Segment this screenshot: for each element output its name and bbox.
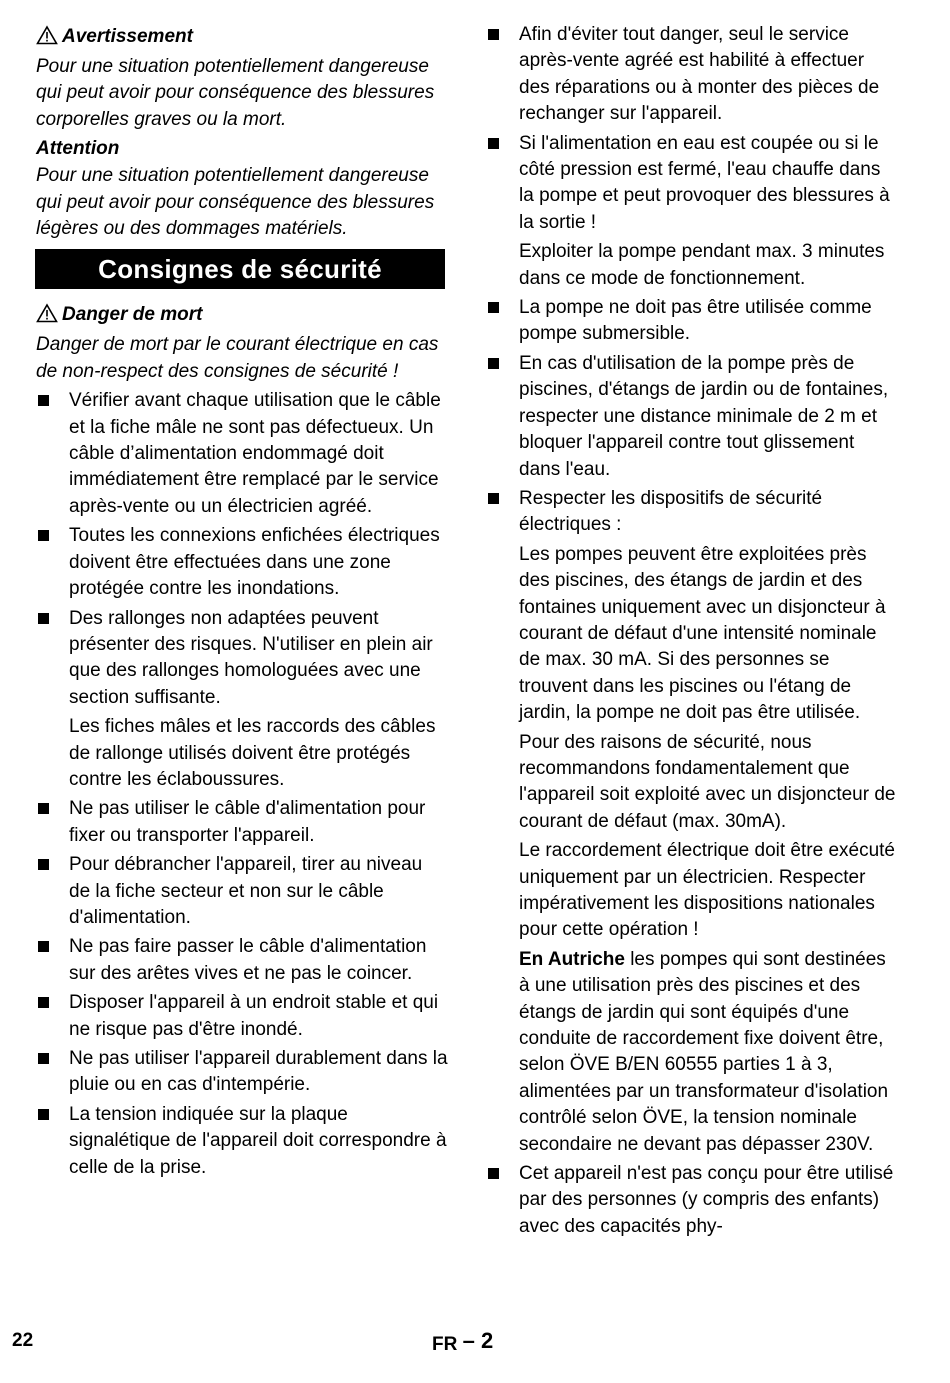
attention-title: Attention xyxy=(36,138,120,160)
list-item: La pompe ne doit pas être utilisée comme pompe submersible. xyxy=(486,295,896,348)
bullet-square-icon xyxy=(38,1053,49,1064)
bullet-square-icon xyxy=(38,1109,49,1120)
bullet-square-icon xyxy=(488,138,499,149)
language-page-label: FR – 2 xyxy=(432,1328,494,1355)
section-title: Consignes de sécurité xyxy=(35,249,445,289)
bullet-square-icon xyxy=(488,1168,499,1179)
attention-text: Pour une situation potentiellement dangereuse qui peut avoir pour conséquence des blessures légères ou des dommages matériels. xyxy=(36,165,435,240)
warning-title: Avertissement xyxy=(62,26,193,47)
warning-heading xyxy=(36,24,448,53)
bullet-square-icon xyxy=(488,302,499,313)
list-item: Ne pas faire passer le câble d'alimentation sur des arêtes vives et ne pas le coincer. xyxy=(36,934,448,987)
warning-triangle-icon xyxy=(36,25,62,53)
bullet-square-icon xyxy=(38,530,49,541)
bullet-square-icon xyxy=(38,997,49,1008)
list-item: Des rallonges non adaptées peuvent présenter des risques. N'utiliser en plein air que des rallonges homologuées avec une section suffisante. Les fiches mâles et les raccords des câbles de rallonge utilisés doivent être protégés contre les éclaboussures. xyxy=(36,606,448,794)
list-item: Pour débrancher l'appareil, tirer au niveau de la fiche secteur et non sur le câble d'alimentation. xyxy=(36,852,448,931)
austria-paragraph: En Autriche les pompes qui sont destinées à une utilisation près des piscines et des étangs de jardin qui sont équipés d'une conduite de raccordement fixe doivent être, selon ÖVE B/EN 60555 parties 1 à 3, alimentées par un transformateur d'isolation contrôlé selon ÖVE, la tension nominale secondaire ne devant pas dépasser 230V. xyxy=(519,948,889,1155)
list-item: Ne pas utiliser le câble d'alimentation pour fixer ou transporter l'appareil. xyxy=(36,796,448,849)
page-number: 22 xyxy=(12,1330,34,1351)
list-item: Vérifier avant chaque utilisation que le câble et la fiche mâle ne sont pas défectueux. Un câble d’alimentation endommagé doit immédiatement être remplacé par le service après-vente ou un électricien agréé. xyxy=(36,388,448,520)
list-item: Ne pas utiliser l'appareil durablement dans la pluie ou en cas d'intempérie. xyxy=(36,1046,448,1099)
list-item: Respecter les dispositifs de sécurité électriques : Les pompes peuvent être exploitées près des piscines, des étangs de jardin et des fontaines uniquement avec un disjoncteur à courant de défaut d'une intensité nominale de max. 30 mA. Si des personnes se trouvent dans les piscines ou l'étang de jardin, la pompe ne doit pas être utilisée. Pour des raisons de sécurité, nous recommandons fondamentalement que l'appareil soit exploité avec un disjoncteur de courant de défaut (max. 30mA). Le raccordement électrique doit être exécuté uniquement par un électricien. Respecter impérativement les dispositions nationales pour cette opération ! En Autriche les pompes qui sont destinées à une utilisation près des piscines et des étangs de jardin qui sont équipés d'une conduite de raccordement fixe doivent être, selon ÖVE B/EN 60555 parties 1 à 3, alimentées par un transformateur d'isolation contrôlé selon ÖVE, la tension nominale secondaire ne devant pas dépasser 230V. xyxy=(486,486,896,1158)
bullet-square-icon xyxy=(38,613,49,624)
bullet-square-icon xyxy=(488,29,499,40)
list-item: En cas d'utilisation de la pompe près de piscines, d'étangs de jardin ou de fontaines, respecter une distance minimale de 2 m et bloquer l'appareil contre tout glissement dans l'eau. xyxy=(486,351,896,483)
danger-heading xyxy=(36,302,448,331)
list-item: Disposer l'appareil à un endroit stable et qui ne risque pas d'être inondé. xyxy=(36,990,448,1043)
list-item: Toutes les connexions enfichées électriques doivent être effectuées dans une zone protégée contre les inondations. xyxy=(36,523,448,602)
danger-title: Danger de mort xyxy=(62,304,203,326)
bullet-square-icon xyxy=(488,493,499,504)
warning-triangle-icon xyxy=(36,303,62,331)
bullet-square-icon xyxy=(38,941,49,952)
bullet-square-icon xyxy=(38,395,49,406)
list-item: La tension indiquée sur la plaque signalétique de l'appareil doit correspondre à celle de la prise. xyxy=(36,1102,448,1181)
list-item: Cet appareil n'est pas conçu pour être utilisé par des personnes (y compris des enfants) avec des capacités phy- xyxy=(486,1161,896,1240)
list-item: Si l'alimentation en eau est coupée ou si le côté pression est fermé, l'eau chauffe dans la pompe et peut provoquer des blessures à la sortie ! Exploiter la pompe pendant max. 3 minutes dans ce mode de fonctionnement. xyxy=(486,131,896,292)
warning-text: Pour une situation potentiellement dangereuse qui peut avoir pour conséquence des blessures corporelles graves ou la mort. xyxy=(36,56,435,130)
list-item: Afin d'éviter tout danger, seul le service après-vente agréé est habilité à effectuer des réparations ou à monter des pièces de rechanger sur l'appareil. xyxy=(486,22,896,128)
left-column xyxy=(36,22,448,1184)
bullet-square-icon xyxy=(488,358,499,369)
bullet-square-icon xyxy=(38,859,49,870)
bullet-square-icon xyxy=(38,803,49,814)
danger-text: Danger de mort par le courant électrique en cas de non-respect des consignes de sécurité ! xyxy=(36,334,439,382)
right-column xyxy=(486,22,896,1243)
